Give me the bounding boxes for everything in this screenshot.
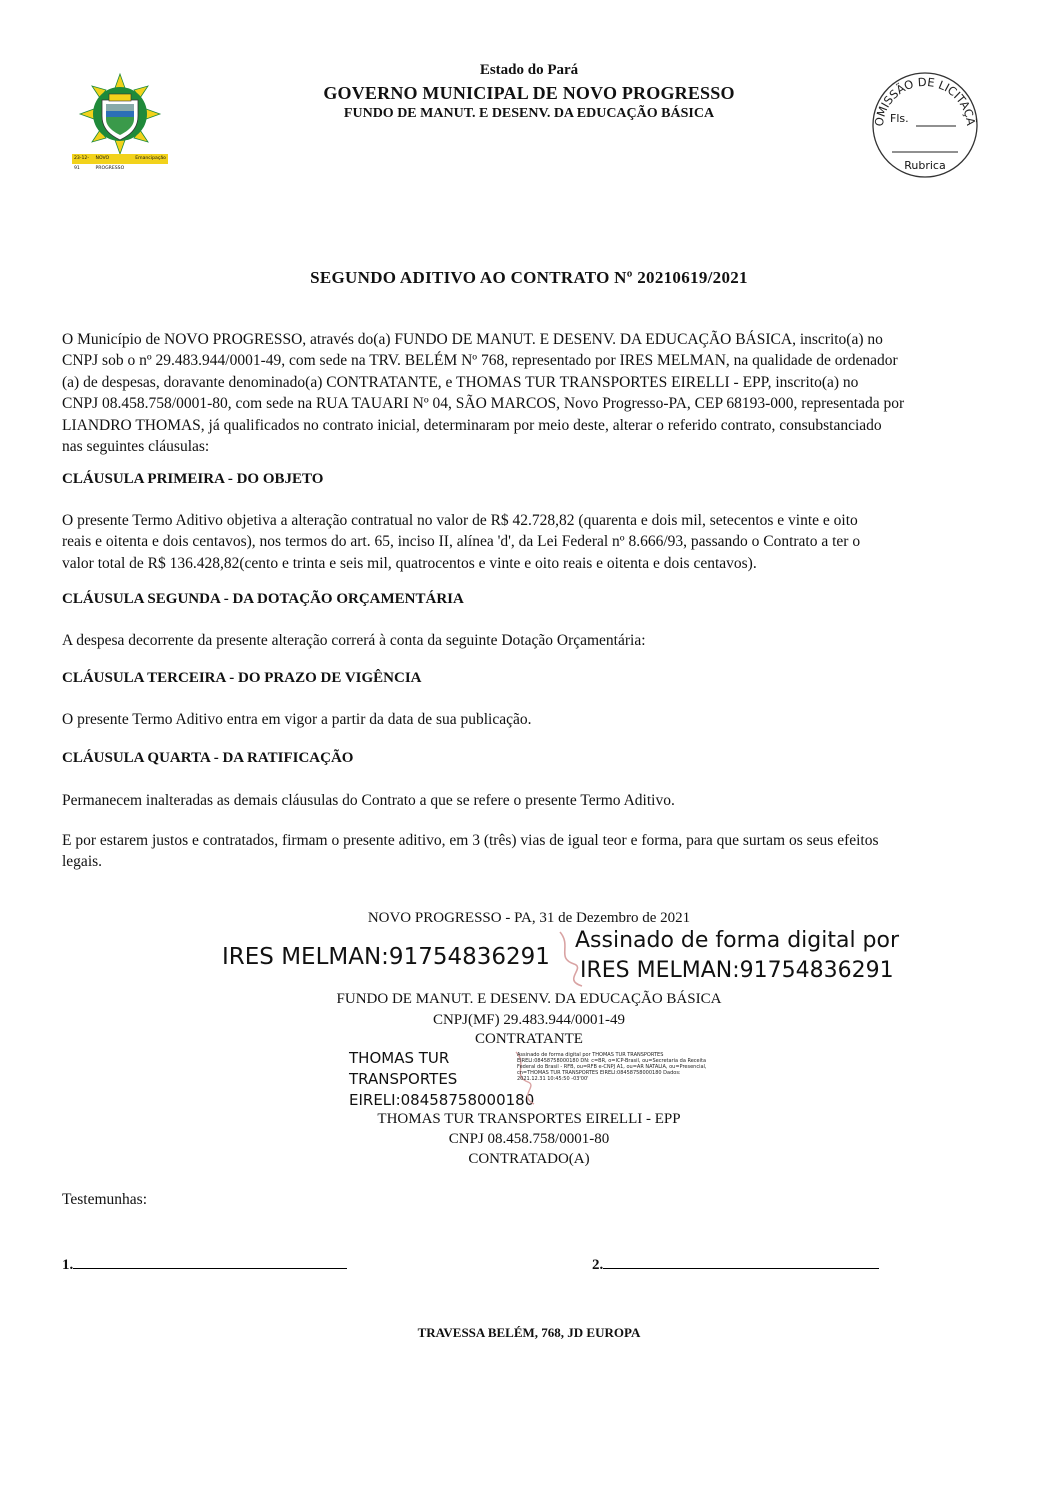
closing-line: legais. [62,853,103,871]
contratado-signature-details: Assinado de forma digital por THOMAS TUR TRANSPORTES EIRELI:08458758000180 DN: c=BR, o=ICP-Brasil, ou=Secretaria da Receita Federal do Brasil - RFB, ou=RFB e-CNPJ A1, ou=AR NATALIA, ou=Presencial, cn=THOMAS TUR TRANSPORTES EIRELI:08458758000180 Dados: 2021.12.31 10:45:50 -03'00' [517,1052,707,1082]
stamp-ring-text: OMISSÃO DE LICITAÇÃ [871,74,978,128]
document-title: SEGUNDO ADITIVO AO CONTRATO Nº 20210619/2021 [310,268,748,287]
intro-line: O Município de NOVO PROGRESSO, através do(a) FUNDO DE MANUT. E DESENV. DA EDUCAÇÃO BÁSICA, inscrito(a) no [62,331,883,348]
contratado-digital-line: THOMAS TUR [349,1049,450,1067]
contratado-digital-line: TRANSPORTES [349,1070,458,1088]
contratante-digital-caption-1: Assinado de forma digital por [575,928,900,953]
contratado-digital-line: EIRELI:08458758000180 [349,1091,535,1109]
clause-4-text [62,790,991,811]
intro-line: nas seguintes cláusulas: [62,438,210,456]
clause-4-heading: CLÁUSULA QUARTA - DA RATIFICAÇÃO [62,750,354,766]
clause-2-text [62,630,991,651]
contratado-digital-signature [349,1048,534,1111]
clause-1-line: valor total de R$ 136.428,82(cento e trinta e seis mil, quatrocentos e vinte e oito reais e oitenta e dois centavos). [62,554,757,572]
logo-banner-right: Emancipação [133,154,168,164]
closing-paragraph [62,830,991,873]
contratante-entity: FUNDO DE MANUT. E DESENV. DA EDUCAÇÃO BÁSICA [336,991,722,1007]
clause-4-line: Permanecem inalteradas as demais cláusulas do Contrato a que se refere o presente Termo Aditivo. [62,792,675,809]
witness-1 [62,1252,347,1274]
logo-banner [72,154,168,171]
witness-2-line [603,1252,879,1269]
contratante-cnpj: CNPJ(MF) 29.483.944/0001-49 [432,1012,626,1028]
contratante-role: CONTRATANTE [475,1031,583,1047]
clause-2-line: A despesa decorrente da presente alteração correrá à conta da seguinte Dotação Orçamentária: [62,632,646,649]
intro-line: LIANDRO THOMAS, já qualificados no contrato inicial, determinaram por meio deste, alterar o referido contrato, consubstanciado [62,416,882,434]
stamp-fls-label: Fls. [890,112,909,125]
witness-2-number: 2. [592,1257,604,1273]
clause-1-line: O presente Termo Aditivo objetiva a alteração contratual no valor de R$ 42.728,82 (quarenta e dois mil, setecentos e vinte e oito [62,512,858,529]
commission-stamp [866,70,984,178]
clause-2-heading: CLÁUSULA SEGUNDA - DA DOTAÇÃO ORÇAMENTÁRIA [62,591,464,607]
stamp-rubrica-label: Rubrica [904,159,946,172]
contratado-role: CONTRATADO(A) [468,1151,590,1167]
header-government: GOVERNO MUNICIPAL DE NOVO PROGRESSO [323,83,735,103]
header-state: Estado do Pará [479,62,579,78]
contratado-cnpj: CNPJ 08.458.758/0001-80 [448,1131,610,1147]
place-date: NOVO PROGRESSO - PA, 31 de Dezembro de 2021 [367,910,691,926]
witness-1-number: 1. [62,1257,74,1273]
footer-address: TRAVESSA BELÉM, 768, JD EUROPA [417,1325,641,1340]
contratado-entity: THOMAS TUR TRANSPORTES EIRELLI - EPP [377,1111,681,1127]
contratante-digital-name: IRES MELMAN:91754836291 [222,944,550,970]
intro-line: CNPJ sob o nº 29.483.944/0001-49, com sede na TRV. BELÉM Nº 768, representado por IRES MELMAN, na qualidade de ordenador [62,352,898,370]
clause-3-line: O presente Termo Aditivo entra em vigor a partir da data de sua publicação. [62,711,532,728]
svg-text:COMISSÃO DE LICITAÇÃO [866,70,979,127]
closing-line: E por estarem justos e contratados, firmam o presente aditivo, em 3 (três) vias de igual teor e forma, para que surtam os seus efeitos [62,832,879,849]
witness-1-line [73,1252,347,1269]
clause-1-line: reais e oitenta e dois centavos), nos termos do art. 65, inciso II, alínea 'd', da Lei Federal nº 8.666/93, passando o Contrato a ter o [62,533,861,551]
clause-3-text [62,709,991,730]
clause-3-heading: CLÁUSULA TERCEIRA - DO PRAZO DE VIGÊNCIA [62,670,422,686]
header-fund: FUNDO DE MANUT. E DESENV. DA EDUCAÇÃO BÁSICA [343,106,715,121]
clause-1-text [62,510,991,574]
witnesses-label: Testemunhas: [62,1191,148,1208]
intro-paragraph [62,329,991,457]
logo-banner-left: 23-12-91 [72,154,93,164]
intro-line: CNPJ 08.458.758/0001-80, com sede na RUA TAUARI Nº 04, SÃO MARCOS, Novo Progresso-PA, CEP 68193-000, representada por [62,395,905,413]
intro-line: (a) de despesas, doravante denominado(a) CONTRATANTE, e THOMAS TUR TRANSPORTES EIRELLI - EPP, inscrito(a) no [62,373,859,391]
contratante-digital-caption-2: IRES MELMAN:91754836291 [580,958,894,983]
logo-banner-center: NOVO PROGRESSO [93,154,134,164]
clause-1-heading: CLÁUSULA PRIMEIRA - DO OBJETO [62,471,324,487]
witness-2 [592,1252,879,1274]
